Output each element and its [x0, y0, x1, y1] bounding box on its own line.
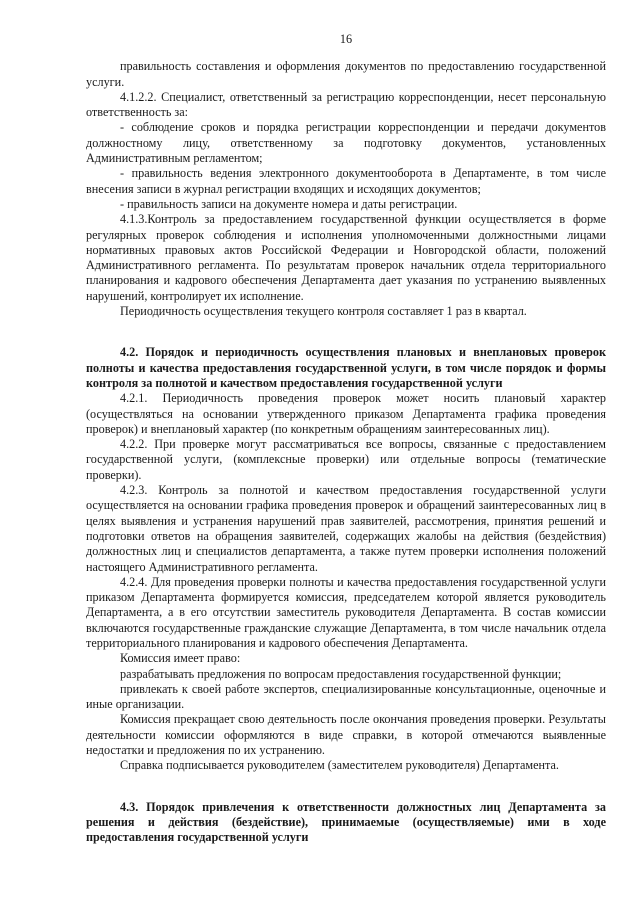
paragraph-4-1-3: 4.1.3.Контроль за предоставлением государственной функции осуществляется в форме регулярных проверок соблюдения и исполнения уполномоченными должностными лицами нормативных правовых актов Российской Федерации и Новгородской области, положений Административного регламента. По результатам проверок начальник отдела территориального планирования и кадрового обеспечения Департамента дает указания по устранению выявленных нарушений, контролирует их исполнение. — [86, 212, 606, 303]
paragraph-correctness: правильность составления и оформления документов по предоставлению государственной услуги. — [86, 59, 606, 89]
paragraph-4-2-4: 4.2.4. Для проведения проверки полноты и качества предоставления государственной услуги приказом Департамента формируется комиссия, председателем которой является руководитель Департамента, а в его отсутствии заместитель руководителя Департамента. В состав комиссии включаются государственные гражданские служащие Департамента, в том числе начальник отдела территориального планирования и кадрового обеспечения Департамента. — [86, 574, 606, 650]
page-number: 16 — [339, 32, 353, 46]
paragraph-periodicity: Периодичность осуществления текущего контроля составляет 1 раз в квартал. — [120, 304, 527, 319]
paragraph-4-2-1: 4.2.1. Периодичность проведения проверок может носить плановый характер (осуществляться на основании утвержденного приказом Департамента графика проведения проверок) и внеплановый характер (по конкретным обращениям заинтересованных лиц). — [86, 391, 606, 436]
section-heading-4-3: 4.3. Порядок привлечения к ответственности должностных лиц Департамента за решения и действия (бездействие), принимаемые (осуществляемые) ими в ходе предоставления государственной услуги — [86, 799, 606, 845]
list-item-edoc: - правильность ведения электронного документооборота в Департаменте, в том числе внесения записи в журнал регистрации входящих и исходящих документов; — [86, 166, 606, 196]
paragraph-4-2-3: 4.2.3. Контроль за полнотой и качеством предоставления государственной услуги осуществляется на основании графика проведения проверок и обращений заинтересованных лиц в целях выявления и устранения нарушений прав заявителей, рассмотрения, принятия решений и подготовки ответов на обращения заявителей, содержащих жалобы на действия (бездействия) должностных лиц и специалистов департамента, а также путем проверки исполнения положений настоящего Административного регламента. — [86, 483, 606, 574]
section-heading-4-2: 4.2. Порядок и периодичность осуществления плановых и внеплановых проверок полноты и качества предоставления государственной услуги, в том числе порядок и формы контроля за полнотой и качеством предоставления государственной услуги — [86, 345, 606, 390]
list-item-registration-record: - правильность записи на документе номера и даты регистрации. — [120, 196, 458, 211]
list-item-proposals: разрабатывать предложения по вопросам предоставления государственной функции; — [120, 666, 562, 681]
paragraph-commission-end: Комиссия прекращает свою деятельность после окончания проведения проверки. Результаты деятельности комиссии оформляются в виде справки, в которой отмечаются выявленные недостатки и предложения по их устранению. — [86, 712, 606, 758]
paragraph-4-1-2-2: 4.1.2.2. Специалист, ответственный за регистрацию корреспонденции, несет персональную ответственность за: — [86, 89, 606, 120]
paragraph-commission-rights: Комиссия имеет право: — [120, 651, 241, 666]
paragraph-4-2-2: 4.2.2. При проверке могут рассматриваться все вопросы, связанные с предоставлением государственной услуги, (комплексные проверки) или отдельные вопросы (тематические проверки). — [86, 437, 606, 482]
list-item-experts: привлекать к своей работе экспертов, специализированные консультационные, оценочные и иные организации. — [86, 681, 606, 712]
list-item-deadlines: - соблюдение сроков и порядка регистрации корреспонденции и передачи документов должностному лицу, ответственному за подготовку документов, установленных Административным регламентом; — [86, 120, 606, 166]
paragraph-report-signature: Справка подписывается руководителем (заместителем руководителя) Департамента. — [120, 758, 559, 773]
